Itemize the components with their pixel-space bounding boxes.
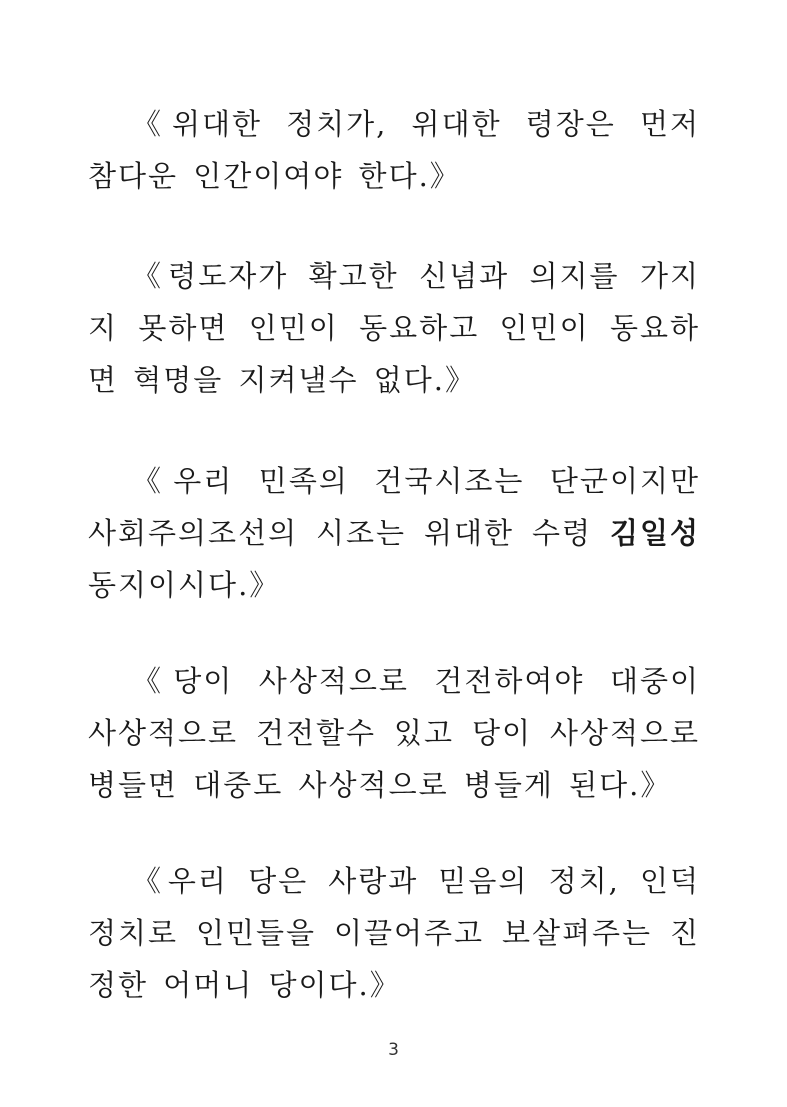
quote-paragraph-5: 《우리 당은 사랑과 믿음의 정치, 인덕정치로 인민들을 이끌어주고 보살펴주는 진정한 어머니 당이다.》	[88, 864, 700, 1002]
page-number: 3	[388, 1040, 399, 1060]
quote-paragraph-3	[88, 455, 700, 611]
quote-paragraph-1: 《위대한 정치가, 위대한 령장은 먼저 참다운 인간이여야 한다.》	[88, 107, 700, 193]
quote-paragraph-3-lead: 《우리 민족의 건국시조는 단군이지만 사회주의조선의 시조는 위대한 수령	[88, 464, 700, 550]
quote-paragraph-3-tail: 동지이시다.》	[88, 568, 281, 602]
quote-paragraph-4: 《당이 사상적으로 건전하여야 대중이 사상적으로 건전할수 있고 당이 사상적으로 병들면 대중도 사상적으로 병들게 된다.》	[88, 664, 700, 802]
leader-name-emphasis: 김일성	[609, 516, 700, 550]
quote-paragraph-2: 《령도자가 확고한 신념과 의지를 가지지 못하면 인민이 동요하고 인민이 동요하면 혁명을 지켜낼수 없다.》	[88, 259, 700, 397]
